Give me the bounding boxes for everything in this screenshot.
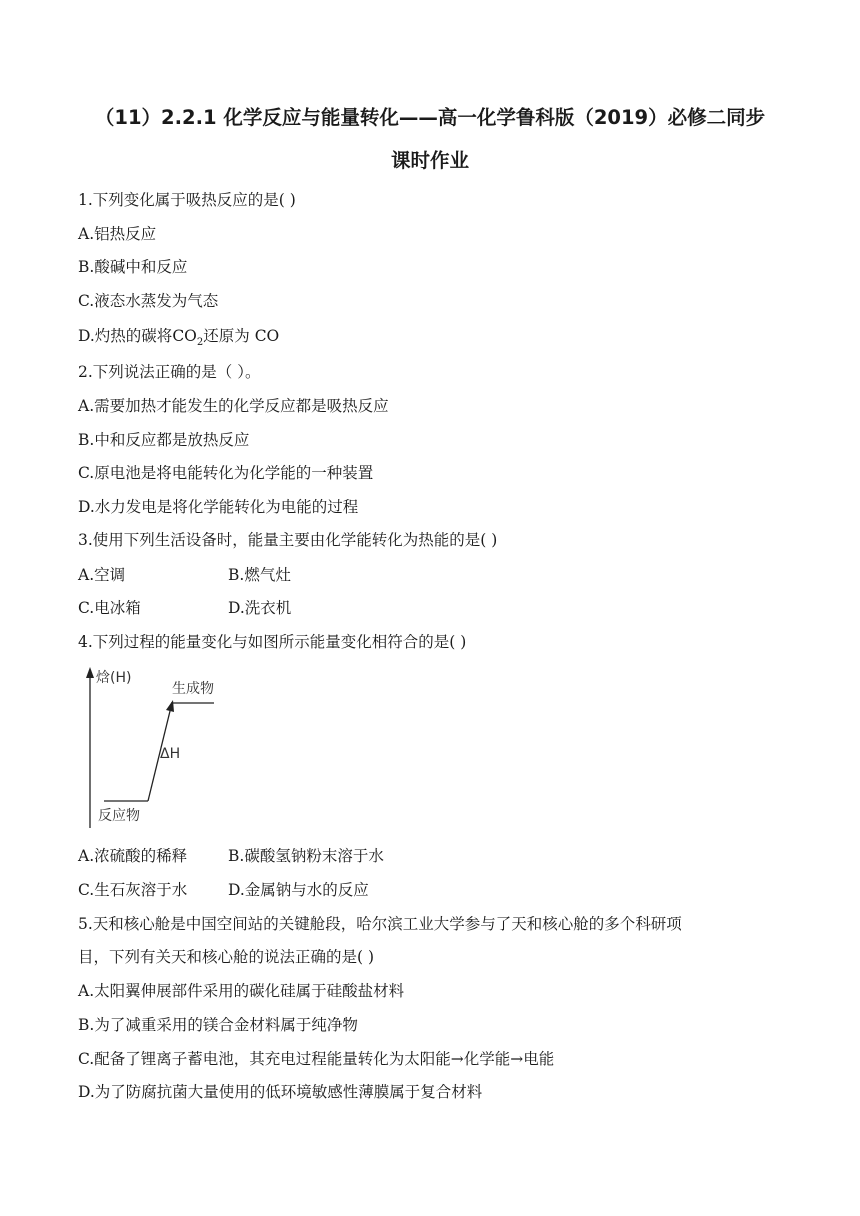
question-1-option-b: B.酸碱中和反应 [78, 258, 188, 276]
question-5-stem-continued: 目，下列有关天和核心舱的说法正确的是( ) [78, 948, 375, 966]
delta-h-label: ΔH [160, 746, 181, 762]
question-5-option-a: A.太阳翼伸展部件采用的碳化硅属于硅酸盐材料 [78, 982, 405, 1000]
question-5-option-d: D.为了防腐抗菌大量使用的低环境敏感性薄膜属于复合材料 [78, 1083, 483, 1101]
product-label: 生成物 [172, 681, 214, 697]
question-3-stem: 3.使用下列生活设备时，能量主要由化学能转化为热能的是( ) [78, 531, 498, 549]
question-2-stem: 2.下列说法正确的是（ ）。 [78, 363, 261, 381]
enthalpy-diagram [84, 664, 234, 832]
question-3-option-c: C.电冰箱 [78, 599, 141, 617]
question-1-option-c: C.液态水蒸发为气态 [78, 292, 219, 310]
question-3-option-a: A.空调 [78, 566, 126, 584]
question-3-option-d: D.洗衣机 [228, 599, 292, 617]
question-5-stem: 5.天和核心舱是中国空间站的关键舱段，哈尔滨工业大学参与了天和核心舱的多个科研项 [78, 915, 682, 933]
question-4-option-a: A.浓硫酸的稀释 [78, 847, 188, 865]
question-3-option-b: B.燃气灶 [228, 566, 291, 584]
question-5-option-c: C.配备了锂离子蓄电池，其充电过程能量转化为太阳能→化学能→电能 [78, 1050, 555, 1068]
page-title-continued: 课时作业 [390, 149, 469, 172]
co2-formula [172, 327, 204, 349]
reactant-label: 反应物 [98, 808, 140, 824]
option-d-text-after: 还原为 CO [203, 327, 280, 345]
question-1-stem: 1.下列变化属于吸热反应的是( ) [78, 191, 296, 209]
question-2-option-a: A.需要加热才能发生的化学反应都是吸热反应 [78, 397, 389, 415]
question-2-option-c: C.原电池是将电能转化为化学能的一种装置 [78, 464, 374, 482]
page-title: （11）2.2.1 化学反应与能量转化——高一化学鲁科版（2019）必修二同步 [94, 106, 766, 129]
question-1-option-d [78, 326, 279, 353]
question-4-stem: 4.下列过程的能量变化与如图所示能量变化相符合的是( ) [78, 633, 467, 651]
subscript-2: 2 [196, 337, 204, 349]
question-4-option-d: D.金属钠与水的反应 [228, 881, 369, 899]
enthalpy-axis-label: 焓(H) [96, 670, 132, 686]
question-1-option-a: A.铝热反应 [78, 225, 157, 243]
axis-arrowhead [86, 667, 94, 678]
energy-change-arrowhead [166, 700, 174, 712]
question-4-option-b: B.碳酸氢钠粉末溶于水 [228, 847, 384, 865]
co-text: CO [172, 327, 197, 345]
option-d-text-before: D.灼热的碳将 [78, 327, 173, 345]
question-2-option-d: D.水力发电是将化学能转化为电能的过程 [78, 498, 359, 516]
question-5-option-b: B.为了减重采用的镁合金材料属于纯净物 [78, 1016, 358, 1034]
question-2-option-b: B.中和反应都是放热反应 [78, 431, 250, 449]
question-4-option-c: C.生石灰溶于水 [78, 881, 188, 899]
